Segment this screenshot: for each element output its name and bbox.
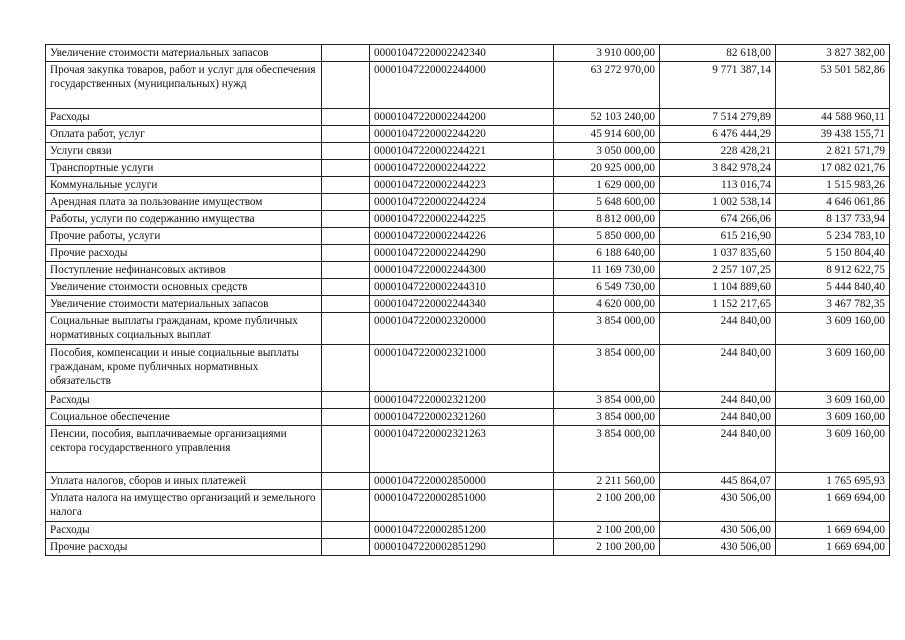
row-plan: 4 620 000,00 [554, 296, 660, 313]
row-blank-cell [322, 279, 370, 296]
row-plan: 3 854 000,00 [554, 313, 660, 345]
row-plan: 63 272 970,00 [554, 62, 660, 109]
row-executed: 9 771 387,14 [660, 62, 776, 109]
table-row [46, 143, 890, 160]
row-name: Социальное обеспечение [46, 409, 322, 426]
row-code: 00001047220002321263 [370, 426, 554, 473]
table-row [46, 392, 890, 409]
row-remaining: 1 515 983,26 [776, 177, 890, 194]
row-blank-cell [322, 313, 370, 345]
row-executed: 2 257 107,25 [660, 262, 776, 279]
row-name: Расходы [46, 522, 322, 539]
row-blank-cell [322, 160, 370, 177]
row-executed: 1 037 835,60 [660, 245, 776, 262]
table-row [46, 409, 890, 426]
row-plan: 3 854 000,00 [554, 409, 660, 426]
row-blank-cell [322, 62, 370, 109]
table-row [46, 296, 890, 313]
row-executed: 674 266,06 [660, 211, 776, 228]
row-plan: 3 050 000,00 [554, 143, 660, 160]
row-remaining: 3 609 160,00 [776, 426, 890, 473]
row-name: Оплата работ, услуг [46, 126, 322, 143]
row-remaining: 53 501 582,86 [776, 62, 890, 109]
row-name: Прочие расходы [46, 539, 322, 556]
row-remaining: 5 234 783,10 [776, 228, 890, 245]
row-code: 00001047220002321260 [370, 409, 554, 426]
table-row [46, 279, 890, 296]
row-blank-cell [322, 539, 370, 556]
row-executed: 228 428,21 [660, 143, 776, 160]
row-code: 00001047220002244340 [370, 296, 554, 313]
row-plan: 3 854 000,00 [554, 426, 660, 473]
row-blank-cell [322, 109, 370, 126]
row-name: Расходы [46, 392, 322, 409]
row-executed: 244 840,00 [660, 345, 776, 392]
row-executed: 244 840,00 [660, 426, 776, 473]
row-plan: 1 629 000,00 [554, 177, 660, 194]
row-blank-cell [322, 522, 370, 539]
table-row [46, 160, 890, 177]
row-plan: 5 850 000,00 [554, 228, 660, 245]
row-name: Пособия, компенсации и иные социальные выплаты гражданам, кроме публичных нормативных обязательств [46, 345, 322, 392]
row-plan: 5 648 600,00 [554, 194, 660, 211]
row-blank-cell [322, 392, 370, 409]
row-blank-cell [322, 143, 370, 160]
row-blank-cell [322, 126, 370, 143]
row-name: Расходы [46, 109, 322, 126]
table-row [46, 228, 890, 245]
row-code: 00001047220002244310 [370, 279, 554, 296]
row-executed: 1 152 217,65 [660, 296, 776, 313]
row-code: 00001047220002321000 [370, 345, 554, 392]
row-executed: 430 506,00 [660, 490, 776, 522]
row-executed: 244 840,00 [660, 313, 776, 345]
row-remaining: 1 669 694,00 [776, 522, 890, 539]
row-blank-cell [322, 194, 370, 211]
row-executed: 615 216,90 [660, 228, 776, 245]
row-remaining: 3 609 160,00 [776, 409, 890, 426]
row-code: 00001047220002320000 [370, 313, 554, 345]
row-remaining: 3 467 782,35 [776, 296, 890, 313]
row-plan: 2 100 200,00 [554, 522, 660, 539]
row-blank-cell [322, 211, 370, 228]
table-row [46, 109, 890, 126]
row-remaining: 1 669 694,00 [776, 490, 890, 522]
table-row [46, 126, 890, 143]
row-blank-cell [322, 426, 370, 473]
table-row [46, 539, 890, 556]
row-remaining: 39 438 155,71 [776, 126, 890, 143]
row-code: 00001047220002244000 [370, 62, 554, 109]
row-remaining: 17 082 021,76 [776, 160, 890, 177]
row-blank-cell [322, 262, 370, 279]
row-name: Увеличение стоимости основных средств [46, 279, 322, 296]
row-executed: 6 476 444,29 [660, 126, 776, 143]
row-blank-cell [322, 228, 370, 245]
row-blank-cell [322, 45, 370, 62]
row-executed: 430 506,00 [660, 539, 776, 556]
table-row [46, 313, 890, 345]
row-remaining: 4 646 061,86 [776, 194, 890, 211]
table-row [46, 426, 890, 473]
row-plan: 45 914 600,00 [554, 126, 660, 143]
row-executed: 82 618,00 [660, 45, 776, 62]
row-blank-cell [322, 296, 370, 313]
row-name: Прочая закупка товаров, работ и услуг для обеспечения государственных (муниципальных) нужд [46, 62, 322, 109]
table-row [46, 473, 890, 490]
row-code: 00001047220002244224 [370, 194, 554, 211]
row-remaining: 3 609 160,00 [776, 345, 890, 392]
row-executed: 1 104 889,60 [660, 279, 776, 296]
row-remaining: 1 765 695,93 [776, 473, 890, 490]
row-executed: 113 016,74 [660, 177, 776, 194]
row-code: 00001047220002244222 [370, 160, 554, 177]
row-plan: 2 100 200,00 [554, 490, 660, 522]
row-remaining: 5 150 804,40 [776, 245, 890, 262]
row-code: 00001047220002244200 [370, 109, 554, 126]
row-plan: 6 188 640,00 [554, 245, 660, 262]
row-name: Работы, услуги по содержанию имущества [46, 211, 322, 228]
row-code: 00001047220002851000 [370, 490, 554, 522]
row-code: 00001047220002321200 [370, 392, 554, 409]
row-name: Прочие расходы [46, 245, 322, 262]
table-row [46, 62, 890, 109]
row-code: 00001047220002244220 [370, 126, 554, 143]
row-name: Арендная плата за пользование имуществом [46, 194, 322, 211]
row-plan: 6 549 730,00 [554, 279, 660, 296]
row-remaining: 8 912 622,75 [776, 262, 890, 279]
row-blank-cell [322, 409, 370, 426]
row-plan: 3 854 000,00 [554, 345, 660, 392]
row-name: Транспортные услуги [46, 160, 322, 177]
row-name: Уплата налога на имущество организаций и земельного налога [46, 490, 322, 522]
row-blank-cell [322, 490, 370, 522]
table-row [46, 490, 890, 522]
row-executed: 430 506,00 [660, 522, 776, 539]
row-plan: 2 211 560,00 [554, 473, 660, 490]
row-plan: 3 854 000,00 [554, 392, 660, 409]
row-plan: 8 812 000,00 [554, 211, 660, 228]
row-remaining: 3 827 382,00 [776, 45, 890, 62]
row-name: Увеличение стоимости материальных запасов [46, 296, 322, 313]
table-row [46, 194, 890, 211]
table-row [46, 177, 890, 194]
row-plan: 11 169 730,00 [554, 262, 660, 279]
row-executed: 1 002 538,14 [660, 194, 776, 211]
row-name: Услуги связи [46, 143, 322, 160]
row-name: Увеличение стоимости материальных запасов [46, 45, 322, 62]
table-row [46, 522, 890, 539]
row-name: Прочие работы, услуги [46, 228, 322, 245]
row-name: Уплата налогов, сборов и иных платежей [46, 473, 322, 490]
row-executed: 3 842 978,24 [660, 160, 776, 177]
row-code: 00001047220002244221 [370, 143, 554, 160]
row-blank-cell [322, 345, 370, 392]
row-blank-cell [322, 177, 370, 194]
row-remaining: 1 669 694,00 [776, 539, 890, 556]
table-row [46, 262, 890, 279]
row-remaining: 5 444 840,40 [776, 279, 890, 296]
row-code: 00001047220002244226 [370, 228, 554, 245]
row-name: Социальные выплаты гражданам, кроме публичных нормативных социальных выплат [46, 313, 322, 345]
table-row [46, 45, 890, 62]
row-executed: 445 864,07 [660, 473, 776, 490]
table-row [46, 245, 890, 262]
row-remaining: 3 609 160,00 [776, 313, 890, 345]
row-blank-cell [322, 473, 370, 490]
row-name: Поступление нефинансовых активов [46, 262, 322, 279]
row-name: Пенсии, пособия, выплачиваемые организациями сектора государственного управления [46, 426, 322, 473]
row-code: 00001047220002244225 [370, 211, 554, 228]
table-body [46, 45, 890, 556]
row-executed: 244 840,00 [660, 409, 776, 426]
row-plan: 2 100 200,00 [554, 539, 660, 556]
row-plan: 20 925 000,00 [554, 160, 660, 177]
row-executed: 7 514 279,89 [660, 109, 776, 126]
row-code: 00001047220002851200 [370, 522, 554, 539]
row-executed: 244 840,00 [660, 392, 776, 409]
row-code: 00001047220002244300 [370, 262, 554, 279]
row-remaining: 3 609 160,00 [776, 392, 890, 409]
row-remaining: 8 137 733,94 [776, 211, 890, 228]
row-code: 00001047220002851290 [370, 539, 554, 556]
row-remaining: 2 821 571,79 [776, 143, 890, 160]
row-name: Коммунальные услуги [46, 177, 322, 194]
row-blank-cell [322, 245, 370, 262]
row-code: 00001047220002850000 [370, 473, 554, 490]
budget-execution-table [45, 44, 890, 556]
table-row [46, 211, 890, 228]
table-row [46, 345, 890, 392]
row-remaining: 44 588 960,11 [776, 109, 890, 126]
row-plan: 52 103 240,00 [554, 109, 660, 126]
row-code: 00001047220002242340 [370, 45, 554, 62]
row-code: 00001047220002244290 [370, 245, 554, 262]
row-plan: 3 910 000,00 [554, 45, 660, 62]
row-code: 00001047220002244223 [370, 177, 554, 194]
